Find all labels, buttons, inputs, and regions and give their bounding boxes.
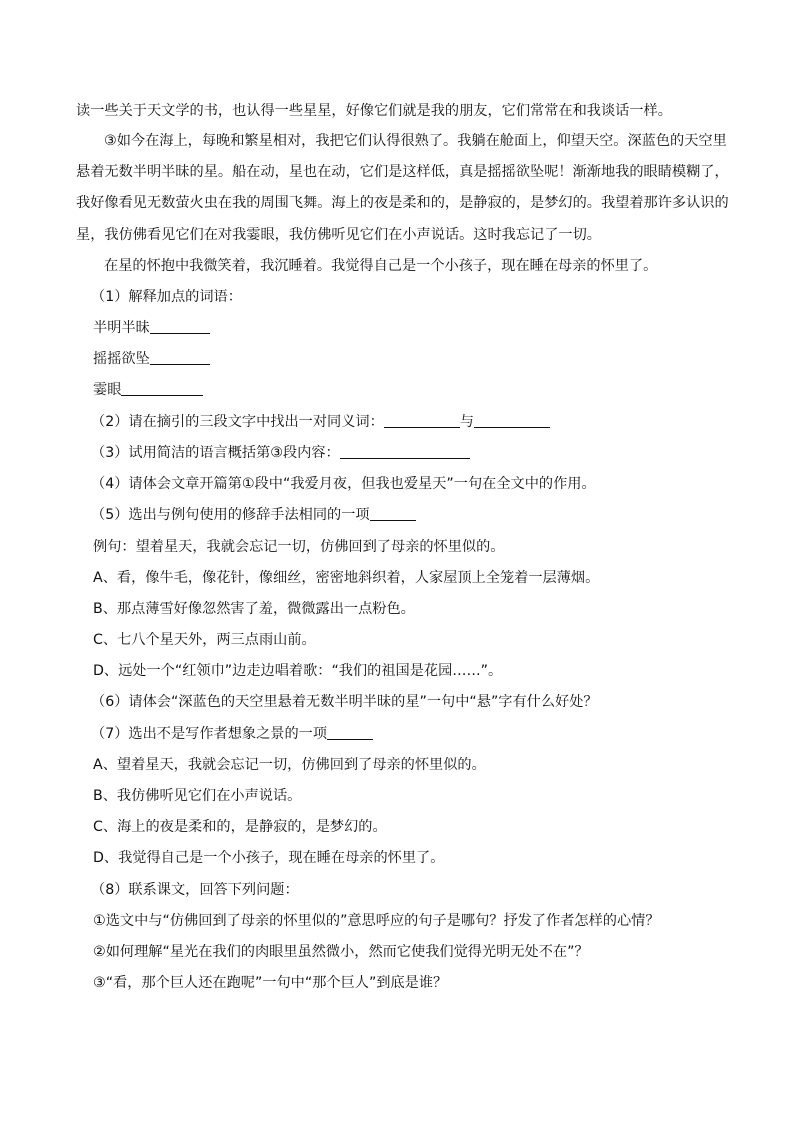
q7-option: D、我觉得自己是一个小孩子，现在睡在母亲的怀里了。: [93, 850, 445, 866]
passage-line: 读一些关于天文学的书，也认得一些星星，好像它们就是我的朋友，它们常常在和我谈话一样。: [76, 103, 672, 119]
q7-option: C、海上的夜是柔和的，是静寂的，是梦幻的。: [93, 819, 387, 835]
q5-option: B、那点薄雪好像忽然害了羞，微微露出一点粉色。: [93, 601, 415, 617]
q1-word: 霎眼: [93, 382, 122, 398]
passage-line: 星，我仿佛看见它们在对我霎眼，我仿佛听见它们在小声说话。这时我忘记了一切。: [76, 227, 601, 243]
answer-blank[interactable]: [150, 318, 210, 334]
q8-sub: ①选文中与“仿佛回到了母亲的怀里似的”意思呼应的句子是哪句？抒发了作者怎样的心情？: [93, 913, 660, 929]
q5-example: 例句：望着星天，我就会忘记一切，仿佛回到了母亲的怀里似的。: [93, 539, 505, 555]
q5-option: A、看，像牛毛，像花针，像细丝，密密地斜织着，人家屋顶上全笼着一层薄烟。: [93, 570, 600, 586]
answer-blank[interactable]: [340, 443, 470, 459]
question-8: （8）联系课文，回答下列问题：: [91, 882, 299, 898]
q1-word-row: [93, 380, 203, 400]
q1-word-row: [93, 318, 210, 338]
answer-blank[interactable]: [150, 349, 210, 365]
question-4: （4）请体会文章开篇第①段中“我爱月夜，但我也爱星天”一句在全文中的作用。: [91, 476, 596, 492]
answer-blank[interactable]: [384, 412, 460, 428]
answer-blank[interactable]: [474, 412, 550, 428]
q5-option: D、远处一个“红领巾”边走边唱着歌：“我们的祖国是花园……”。: [93, 663, 503, 679]
question-6: （6）请体会“深蓝色的天空里悬着无数半明半昧的星”一句中“悬”字有什么好处？: [91, 694, 598, 710]
passage-line: 悬着无数半明半昧的星。船在动，星也在动，它们是这样低，真是摇摇欲坠呢！渐渐地我的眼睛模糊了，: [76, 164, 729, 180]
q1-word: 摇摇欲坠: [93, 351, 150, 367]
answer-blank[interactable]: [121, 380, 203, 396]
question-3: （3）试用简洁的语言概括第③段内容：: [91, 443, 470, 463]
passage-line: ③如今在海上，每晚和繁星相对，我把它们认得很熟了。我躺在舱面上，仰望天空。深蓝色的天空里: [104, 133, 727, 149]
q1-word-row: [93, 349, 210, 369]
q7-option: B、我仿佛听见它们在小声说话。: [93, 788, 302, 804]
passage-line: 我好像看见无数萤火虫在我的周围飞舞。海上的夜是柔和的，是静寂的，是梦幻的。我望着那许多认识的: [76, 195, 729, 211]
answer-blank[interactable]: [327, 724, 373, 740]
q1-word: 半明半昧: [93, 320, 150, 336]
passage-line: 在星的怀抱中我微笑着，我沉睡着。我觉得自己是一个小孩子，现在睡在母亲的怀里了。: [104, 258, 658, 274]
q8-sub: ②如何理解“星光在我们的肉眼里虽然微小，然而它使我们觉得光明无处不在”？: [93, 944, 589, 960]
q8-sub: ③“看，那个巨人还在跑呢”一句中“那个巨人”到底是谁？: [93, 975, 448, 991]
question-2: （2）请在摘引的三段文字中找出一对同义词： 与: [91, 412, 550, 432]
q5-option: C、七八个星天外，两三点雨山前。: [93, 632, 316, 648]
question-1: （1）解释加点的词语：: [91, 289, 242, 305]
question-5: （5）选出与例句使用的修辞手法相同的一项: [91, 505, 416, 525]
q7-option: A、望着星天，我就会忘记一切，仿佛回到了母亲的怀里似的。: [93, 757, 486, 773]
answer-blank[interactable]: [370, 505, 416, 521]
question-7: （7）选出不是写作者想象之景的一项: [91, 724, 373, 744]
